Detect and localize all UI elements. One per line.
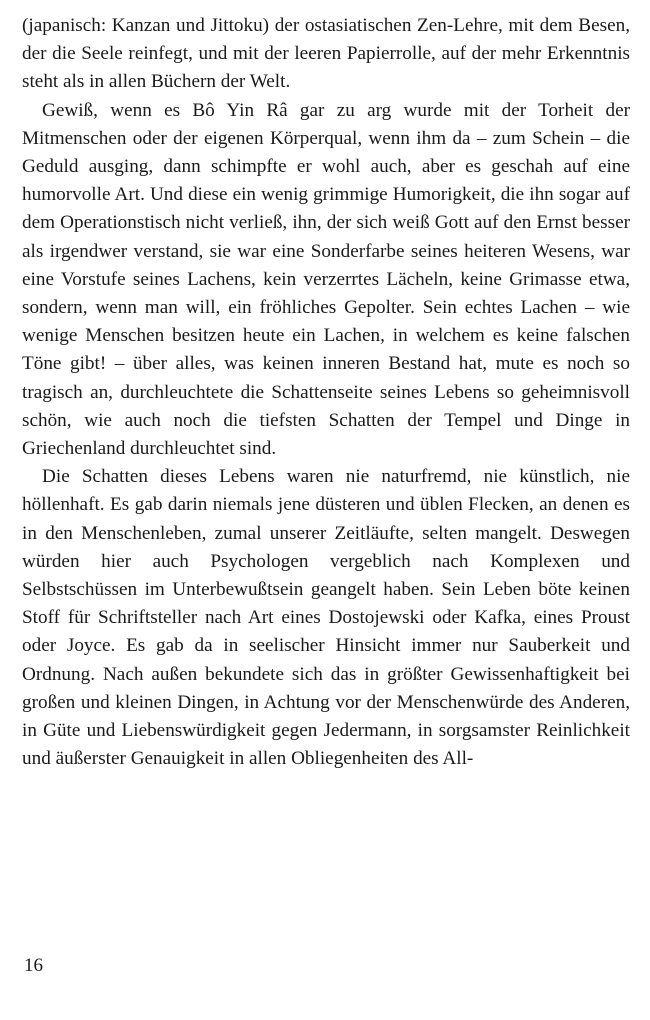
book-page bbox=[22, 12, 630, 1012]
paragraph-2: Gewiß, wenn es Bô Yin Râ gar zu arg wurde mit der Torheit der Mitmenschen oder der eigenen Körperqual, wenn ihm da – zum Schein – die Geduld ausging, dann schimpfte er wohl auch, aber es geschah auf eine humorvolle Art. Und diese ein wenig grimmige Humorigkeit, die ihn sogar auf dem Operationstisch nicht verließ, ihn, der sich weiß Gott auf den Ernst besser als irgendwer verstand, sie war eine Sonderfarbe seines heiteren Wesens, war eine Vorstufe seines Lachens, kein verzerrtes Lächeln, keine Grimasse etwa, sondern, wenn man will, ein fröhliches Gepolter. Sein echtes Lachen – wie wenige Menschen besitzen heute ein Lachen, in welchem es keine falschen Töne gibt! – über alles, was keinen inneren Bestand hat, mute es noch so tragisch an, durchleuchtete die Schattenseite seines Lebens so geheimnisvoll schön, wie auch noch die tiefsten Schatten der Tempel und Dinge in Griechenland durchleuchtet sind. bbox=[22, 99, 630, 460]
paragraph-3: Die Schatten dieses Lebens waren nie naturfremd, nie künstlich, nie höllenhaft. Es gab darin niemals jene düsteren und üblen Flecken, an denen es in den Menschenleben, zumal unserer Zeitläufte, selten mangelt. Deswegen würden hier auch Psychologen vergeblich nach Komplexen und Selbstschüssen im Unterbewußtsein geangelt haben. Sein Leben böte keinen Stoff für Schriftsteller nach Art eines Dostojewski oder Kafka, eines Proust oder Joyce. Es gab da in seelischer Hinsicht immer nur Sauberkeit und Ordnung. Nach außen bekundete sich das in größter Gewissenhaftigkeit bei großen und kleinen Dingen, in Achtung vor der Menschenwürde des Anderen, in Güte und Liebenswürdigkeit gegen Jedermann, in sorgsamster Reinlichkeit und äußerster Genauigkeit in allen Obliegenheiten des All- bbox=[22, 466, 630, 770]
paragraph-1: (japanisch: Kanzan und Jittoku) der ostasiatischen Zen-Lehre, mit dem Besen, der die Seele reinfegt, und mit der leeren Papierrolle, auf der mehr Erkenntnis steht als in allen Büchern der Welt. bbox=[22, 15, 630, 93]
page-number: 16 bbox=[24, 955, 43, 976]
body-text bbox=[22, 12, 630, 773]
